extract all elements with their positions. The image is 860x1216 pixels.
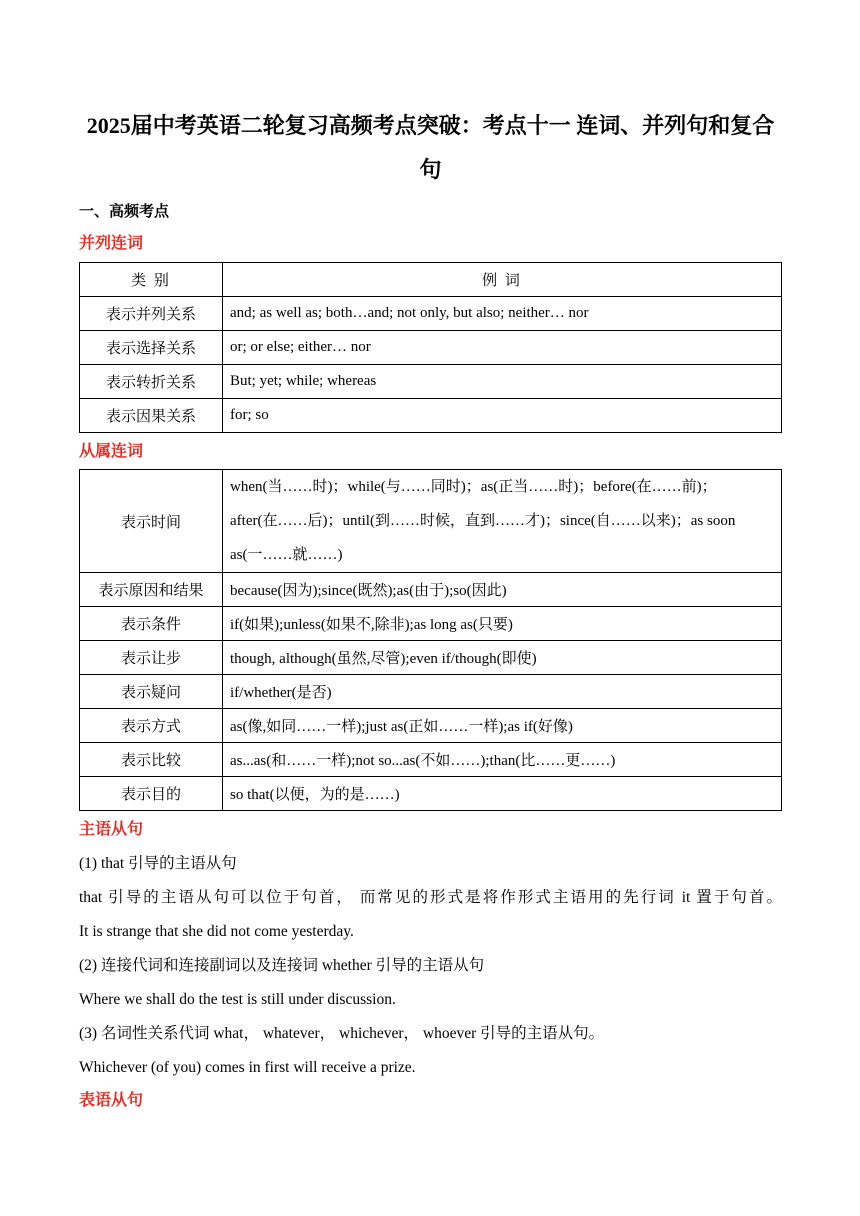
row-examples: because(因为);since(既然);as(由于);so(因此) <box>223 573 782 607</box>
row-category: 表示原因和结果 <box>80 573 223 607</box>
table-row <box>80 743 782 777</box>
table-row <box>80 365 782 399</box>
table-row <box>80 573 782 607</box>
subject-clause-line: (1) that 引导的主语从句 <box>79 855 237 872</box>
header-examples: 例 词 <box>223 263 782 297</box>
section-heading: 一、高频考点 <box>79 204 170 220</box>
table-header-row <box>80 263 782 297</box>
row-examples: so that(以便，为的是……) <box>223 777 782 811</box>
coordinating-conjunctions-table <box>79 262 782 433</box>
subject-clause-heading: 主语从句 <box>79 821 144 838</box>
table-row <box>80 709 782 743</box>
row-examples: for; so <box>223 399 782 433</box>
subordinating-conjunctions-table <box>79 469 782 811</box>
row-category: 表示时间 <box>80 470 223 573</box>
subject-clause-line: Whichever (of you) comes in first will receive a prize. <box>79 1059 416 1076</box>
subordinating-conjunctions-heading: 从属连词 <box>79 443 144 460</box>
row-examples: and; as well as; both…and; not only, but also; neither… nor <box>223 297 782 331</box>
row-examples: as(像,如同……一样);just as(正如……一样);as if(好像) <box>223 709 782 743</box>
row-category: 表示目的 <box>80 777 223 811</box>
row-examples: if/whether(是否) <box>223 675 782 709</box>
row-category: 表示因果关系 <box>80 399 223 433</box>
row-category: 表示转折关系 <box>80 365 223 399</box>
table-row <box>80 641 782 675</box>
row-category: 表示比较 <box>80 743 223 777</box>
row-examples: But; yet; while; whereas <box>223 365 782 399</box>
subject-clause-line: (2) 连接代词和连接副词以及连接词 whether 引导的主语从句 <box>79 957 485 974</box>
subject-clause-line: (3) 名词性关系代词 what， whatever， whichever， whoever 引导的主语从句。 <box>79 1025 605 1042</box>
row-category: 表示选择关系 <box>80 331 223 365</box>
table-row <box>80 777 782 811</box>
table-row <box>80 470 782 573</box>
page-title: 2025届中考英语二轮复习高频考点突破：考点十一 连词、并列句和复合句 <box>86 113 775 182</box>
subject-clause-line: It is strange that she did not come yesterday. <box>79 923 354 940</box>
row-category: 表示并列关系 <box>80 297 223 331</box>
row-category: 表示条件 <box>80 607 223 641</box>
row-examples: or; or else; either… nor <box>223 331 782 365</box>
table-row <box>80 607 782 641</box>
subject-clause-line: that 引导的主语从句可以位于句首， 而常见的形式是将作形式主语用的先行词 it 置于句首。 <box>79 889 782 906</box>
row-examples: though, although(虽然,尽管);even if/though(即使) <box>223 641 782 675</box>
row-examples: as...as(和……一样);not so...as(不如……);than(比……更……) <box>223 743 782 777</box>
row-category: 表示让步 <box>80 641 223 675</box>
table-row <box>80 331 782 365</box>
table-row <box>80 675 782 709</box>
predicative-clause-heading: 表语从句 <box>79 1092 144 1109</box>
subject-clause-line: Where we shall do the test is still under discussion. <box>79 991 396 1008</box>
row-examples: if(如果);unless(如果不,除非);as long as(只要) <box>223 607 782 641</box>
row-category: 表示方式 <box>80 709 223 743</box>
header-category: 类 别 <box>80 263 223 297</box>
table-row <box>80 297 782 331</box>
table-row <box>80 399 782 433</box>
row-examples: when(当……时)；while(与……同时)；as(正当……时)；before(在……前)；after(在……后)；until(到……时候，直到……才)；since(自……以来)；as soon as(一……就……) <box>223 470 782 573</box>
coordinating-conjunctions-heading: 并列连词 <box>79 235 144 252</box>
row-category: 表示疑问 <box>80 675 223 709</box>
